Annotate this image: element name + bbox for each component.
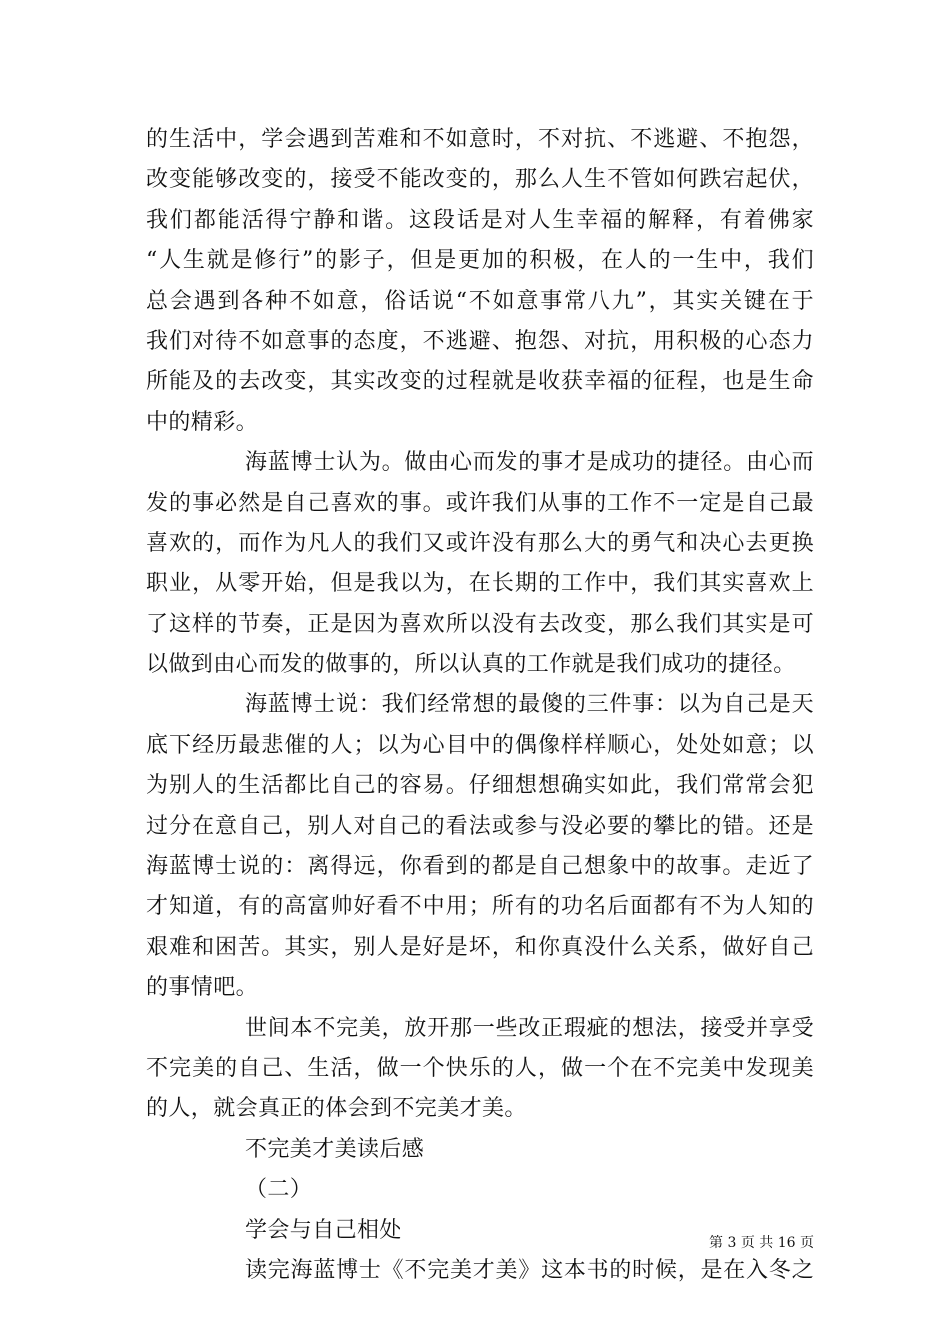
paragraph-start-line: 世间本不完美，放开那一些改正瑕疵的想法，接受并享受 (245, 1015, 814, 1041)
text-line: 我们对待不如意事的态度，不逃避、抱怨、对抗，用积极的心态力 (146, 328, 814, 354)
paragraph-start-line: 读完海蓝博士《不完美才美》这本书的时候，是在入冬之 (245, 1257, 814, 1283)
text-line: 不完美的自己、生活，做一个快乐的人，做一个在不完美中发现美 (146, 1055, 814, 1081)
text-line: 发的事必然是自己喜欢的事。或许我们从事的工作不一定是自己最 (146, 490, 814, 516)
text-line: 才知道，有的高富帅好看不中用；所有的功名后面都有不为人知的 (146, 894, 814, 920)
text-line: 过分在意自己，别人对自己的看法或参与没必要的攀比的错。还是 (146, 813, 814, 839)
section-title: 不完美才美读后感 (245, 1136, 425, 1162)
text-line: 的人，就会真正的体会到不完美才美。 (146, 1096, 527, 1122)
text-line: 总会遇到各种不如意，俗话说“不如意事常八九”，其实关键在于 (146, 288, 814, 314)
page-footer: 第 3 页 共 16 页 (709, 1235, 814, 1251)
text-line: 的事情吧。 (146, 975, 259, 1001)
section-number: （二） (245, 1177, 313, 1203)
body-text (146, 120, 814, 1291)
text-line: 的生活中，学会遇到苦难和不如意时，不对抗、不逃避、不抱怨， (146, 127, 814, 152)
text-line: 海蓝博士说的：离得远，你看到的都是自己想象中的故事。走近了 (146, 854, 814, 880)
text-line: 所能及的去改变，其实改变的过程就是收获幸福的征程，也是生命 (146, 369, 814, 395)
text-line: 职业，从零开始，但是我以为，在长期的工作中，我们其实喜欢上 (146, 571, 814, 597)
paragraph-start-line: 海蓝博士说：我们经常想的最傻的三件事：以为自己是天 (245, 692, 814, 718)
paragraph-start-line: 海蓝博士认为。做由心而发的事才是成功的捷径。由心而 (245, 450, 814, 476)
text-line: 喜欢的，而作为凡人的我们又或许没有那么大的勇气和决心去更换 (146, 530, 814, 556)
text-line: 艰难和困苦。其实，别人是好是坏，和你真没什么关系，做好自己 (146, 934, 814, 960)
text-line: 改变能够改变的，接受不能改变的，那么人生不管如何跌宕起伏， (146, 167, 814, 193)
text-line: 中的精彩。 (146, 409, 259, 435)
text-line: 了这样的节奏，正是因为喜欢所以没有去改变，那么我们其实是可 (146, 611, 814, 637)
text-line: 底下经历最悲催的人；以为心目中的偶像样样顺心，处处如意；以 (146, 732, 814, 758)
text-line: 为别人的生活都比自己的容易。仔细想想确实如此，我们常常会犯 (146, 773, 814, 799)
section-subtitle: 学会与自己相处 (245, 1217, 402, 1243)
text-line: 以做到由心而发的做事的，所以认真的工作就是我们成功的捷径。 (146, 652, 796, 678)
text-line: 我们都能活得宁静和谐。这段话是对人生幸福的解释，有着佛家 (146, 207, 814, 233)
text-line: “人生就是修行”的影子，但是更加的积极，在人的一生中，我们 (146, 248, 814, 274)
